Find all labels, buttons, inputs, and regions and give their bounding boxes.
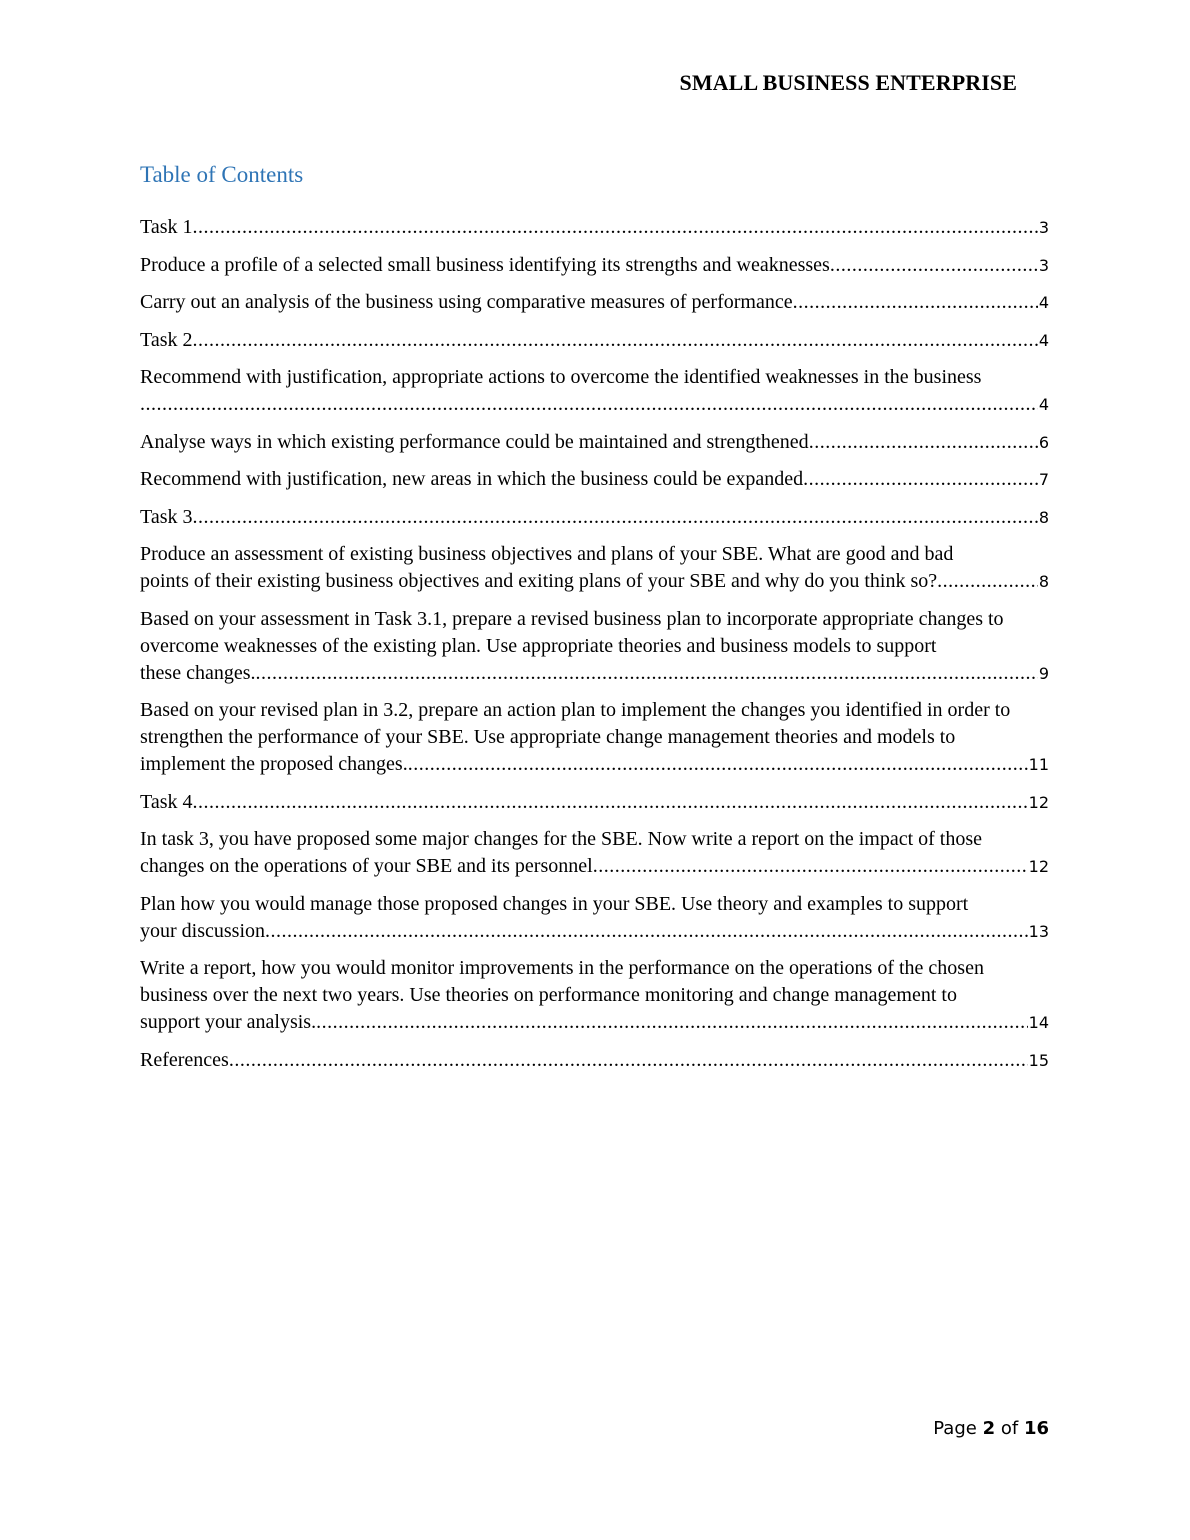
toc-page-number: 12 [1028,792,1049,812]
toc-page-number: 3 [1038,218,1049,237]
toc-leader-dots [192,214,1037,241]
toc-leader-dots [793,289,1038,316]
toc-entry-text: points of their existing business objectives and exiting plans of your SBE and why do you think so? [140,570,938,592]
page-label: Page [933,1418,977,1439]
toc-entry-text: References [140,1048,229,1071]
toc-leader-dots [192,504,1037,531]
toc-leader-dots [803,466,1038,493]
current-page-number: 2 [982,1418,996,1439]
of-label: of [1000,1418,1019,1439]
toc-heading: Table of Contents [140,162,304,187]
toc-entry-text: Task 2 [140,328,193,351]
toc-entry-text: Recommend with justification, new areas in which the business could be expanded [140,468,804,490]
toc-page-number: 7 [1038,470,1049,489]
toc-leader-dots [830,252,1038,279]
toc-entry[interactable] [140,252,1049,279]
toc-entry-text: Carry out an analysis of the business using comparative measures of performance [140,291,793,313]
toc-entry[interactable] [140,289,1049,316]
toc-entry-lead: Write a report, how you would monitor improvements in the performance on the operations of the chosen business over the next two years. Use theories on performance monitoring and change management to [140,957,984,1006]
toc-entry[interactable] [140,826,1049,880]
toc-leader-dots [229,1047,1028,1074]
toc-page-number: 3 [1038,255,1049,275]
toc-page-number: 8 [1038,507,1049,527]
toc-entry-text: changes on the operations of your SBE and its personnel [140,855,593,877]
toc-list [140,214,1049,1084]
toc-entry-lead: Recommend with justification, appropriate actions to overcome the identified weaknesses in the business [140,366,982,388]
toc-page-number: 14 [1028,1013,1049,1032]
toc-leader-dots [593,853,1028,880]
toc-leader-dots [408,751,1028,778]
toc-entry-text: these changes. [140,661,256,684]
toc-entry-text: Produce a profile of a selected small business identifying its strengths and weaknesses [140,253,830,276]
toc-leader-dots [316,1009,1028,1036]
toc-entry[interactable] [140,891,1049,945]
toc-entry-text: implement the proposed changes. [140,753,408,775]
toc-entry[interactable] [140,606,1049,687]
toc-page-number: 8 [1038,572,1049,591]
toc-entry-text: Task 1 [140,216,193,238]
toc-page-number: 6 [1038,432,1049,452]
toc-leader-dots [140,391,1038,418]
toc-entry-text: support your analysis. [140,1011,317,1033]
toc-page-number: 4 [1038,395,1049,414]
toc-entry[interactable] [140,364,1049,418]
toc-entry[interactable] [140,697,1049,778]
page-footer [140,1418,1049,1439]
toc-page-number: 9 [1038,663,1049,683]
toc-leader-dots [937,568,1038,595]
toc-leader-dots [192,327,1037,354]
toc-entry[interactable] [140,541,1049,595]
toc-leader-dots [265,918,1028,945]
toc-page-number: 13 [1028,921,1049,941]
toc-entry-lead: Based on your revised plan in 3.2, prepare an action plan to implement the changes you identified in order to strengthen the performance of your SBE. Use appropriate change management theories and models to [140,699,1011,748]
toc-entry-lead: In task 3, you have proposed some major changes for the SBE. Now write a report on the impact of those [140,828,983,850]
document-header-title: SMALL BUSINESS ENTERPRISE [679,70,1017,95]
toc-entry[interactable] [140,504,1049,531]
toc-entry[interactable] [140,429,1049,456]
toc-entry-text: your discussion [140,919,265,942]
toc-entry-text: Task 3 [140,505,193,528]
toc-entry-lead: Plan how you would manage those proposed changes in your SBE. Use theory and examples to support [140,892,969,915]
toc-entry-lead: Based on your assessment in Task 3.1, prepare a revised business plan to incorporate appropriate changes to overcome weaknesses of the existing plan. Use appropriate theories and business models to support [140,607,1004,657]
toc-entry[interactable] [140,466,1049,493]
toc-page-number: 4 [1038,330,1049,350]
toc-entry[interactable] [140,327,1049,354]
toc-entry[interactable] [140,789,1049,816]
toc-page-number: 11 [1028,755,1049,774]
toc-entry-lead: Produce an assessment of existing business objectives and plans of your SBE. What are good and bad [140,543,954,565]
toc-leader-dots [809,429,1038,456]
toc-page-number: 12 [1028,857,1049,876]
toc-entry-text: Analyse ways in which existing performance could be maintained and strengthened [140,430,809,453]
toc-entry[interactable] [140,955,1049,1036]
toc-leader-dots [256,660,1038,687]
toc-entry[interactable] [140,214,1049,241]
toc-leader-dots [192,789,1027,816]
total-page-count: 16 [1023,1418,1049,1439]
toc-page-number: 15 [1028,1050,1049,1070]
toc-entry-text: Task 4 [140,790,193,813]
toc-entry[interactable] [140,1047,1049,1074]
toc-page-number: 4 [1038,293,1049,312]
